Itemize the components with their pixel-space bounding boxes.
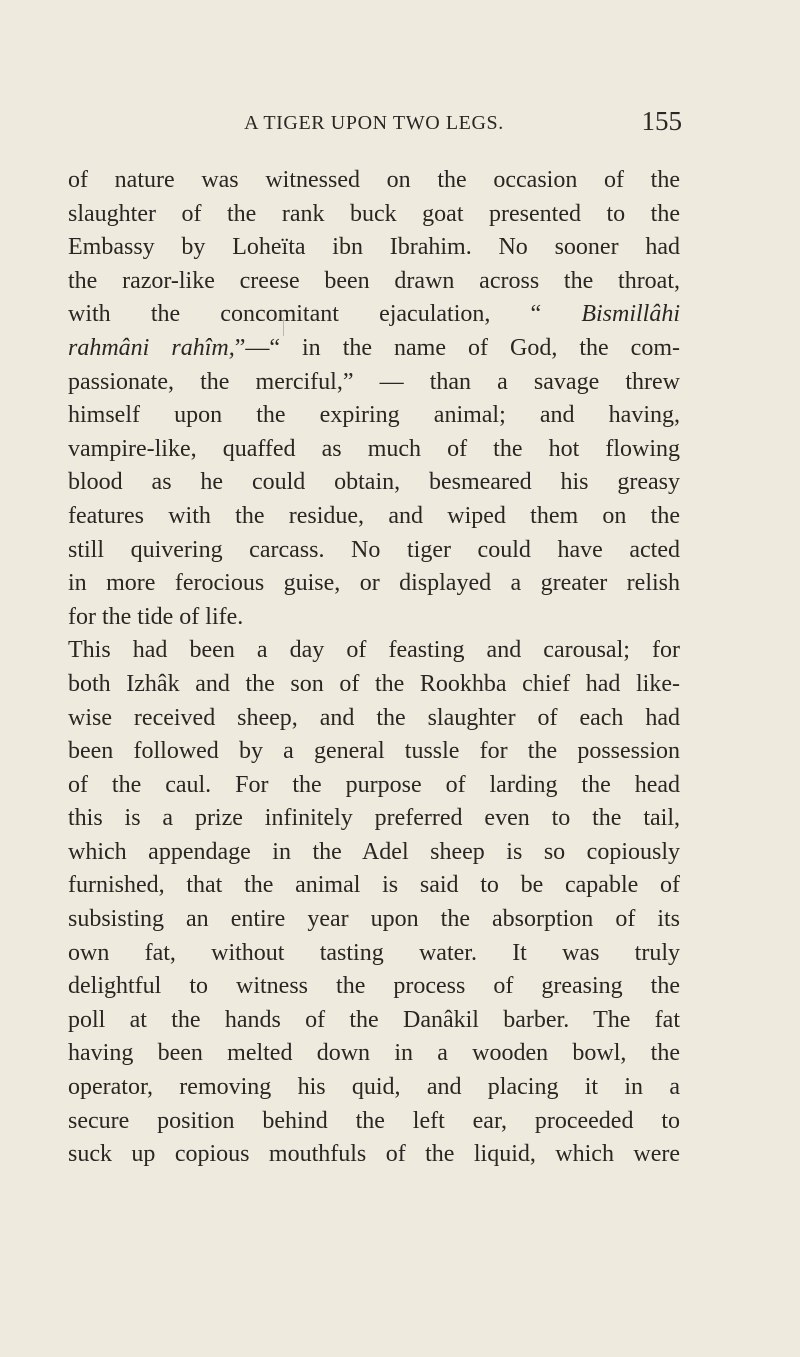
- body-text: [68, 164, 680, 1172]
- paragraph-first-line: This had been a day of feasting and carousal; for: [68, 637, 680, 664]
- italic-phrase: rahmâni rahîm,: [68, 334, 235, 361]
- text-span: with the concomitant ejaculation, “: [68, 301, 582, 328]
- text-line: the razor-like creese been drawn across the throat,: [68, 267, 680, 294]
- text-line: of nature was witnessed on the occasion of the: [68, 167, 680, 193]
- text-line: Embassy by Loheïta ibn Ibrahim. No sooner had: [68, 234, 680, 261]
- text-line: furnished, that the animal is said to be capable of: [68, 872, 680, 899]
- text-line: secure position behind the left ear, proceeded to: [68, 1107, 680, 1134]
- text-line: delightful to witness the process of greasing the: [68, 973, 680, 1000]
- text-line: in more ferocious guise, or displayed a greater relish: [68, 570, 680, 597]
- text-line: operator, removing his quid, and placing it in a: [68, 1074, 680, 1101]
- text-line: been followed by a general tussle for the possession: [68, 738, 680, 765]
- text-line: own fat, without tasting water. It was truly: [68, 939, 680, 966]
- text-line: of the caul. For the purpose of larding the head: [68, 771, 680, 798]
- text-line: both Izhâk and the son of the Rookhba chief had like-: [68, 670, 680, 697]
- text-line: suck up copious mouthfuls of the liquid, which were: [68, 1141, 680, 1168]
- text-line: for the tide of life.: [68, 603, 244, 630]
- text-line: subsisting an entire year upon the absorption of its: [68, 906, 680, 933]
- running-head: [68, 106, 682, 142]
- text-line: himself upon the expiring animal; and having,: [68, 402, 680, 429]
- text-line: [68, 332, 680, 366]
- text-line: this is a prize infinitely preferred even to the tail,: [68, 805, 680, 832]
- text-line: [68, 298, 680, 332]
- text-line: poll at the hands of the Danâkil barber. The fat: [68, 1006, 680, 1033]
- text-line: slaughter of the rank buck goat presented to the: [68, 200, 680, 227]
- running-title: A TIGER UPON TWO LEGS.: [244, 112, 504, 134]
- italic-phrase: Bismillâhi: [581, 301, 680, 328]
- text-line: which appendage in the Adel sheep is so copiously: [68, 838, 680, 865]
- text-span: ”—“ in the name of God, the com-: [234, 334, 680, 361]
- text-line: blood as he could obtain, besmeared his greasy: [68, 469, 680, 496]
- text-line: wise received sheep, and the slaughter of each had: [68, 704, 680, 731]
- text-line: still quivering carcass. No tiger could have acted: [68, 536, 680, 563]
- text-line: passionate, the merciful,” — than a savage threw: [68, 368, 680, 395]
- text-line: having been melted down in a wooden bowl, the: [68, 1040, 680, 1067]
- text-line: vampire-like, quaffed as much of the hot flowing: [68, 435, 680, 462]
- page-number: 155: [641, 106, 682, 136]
- text-line: features with the residue, and wiped them on the: [68, 502, 680, 529]
